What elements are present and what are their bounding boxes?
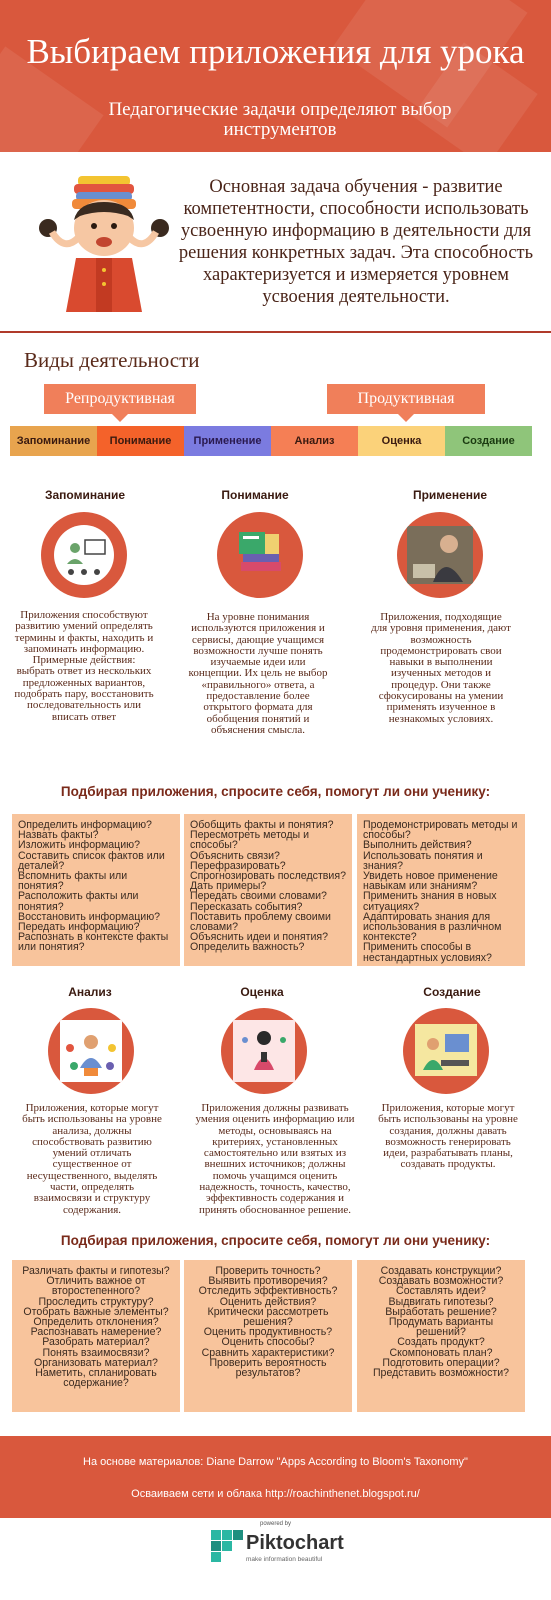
header-banner — [0, 0, 551, 152]
productive-tag: Продуктивная — [327, 384, 485, 414]
stage-5: Создание — [445, 426, 532, 456]
question-item: Создавать возможности? — [378, 1275, 504, 1288]
question-item: Представить возможности? — [372, 1367, 510, 1380]
activities-title: Виды деятельности — [24, 348, 200, 372]
question-box — [12, 1260, 180, 1412]
question-box — [357, 1260, 525, 1412]
column-heading: Оценка — [240, 985, 284, 999]
question-item: Пересказать события? — [190, 900, 303, 913]
question-item: Понять взаимосвязи? — [42, 1346, 150, 1359]
question-item: Создать продукт? — [397, 1336, 485, 1349]
source-credit: На основе материалов: Diane Darrow "Apps According to Bloom's Taxonomy" — [83, 1456, 468, 1468]
brand-tagline: make information beautiful — [246, 1556, 323, 1563]
question-item: Проверить точность? — [215, 1265, 321, 1277]
question-item: Составлять идеи? — [396, 1285, 486, 1298]
ask-title: Подбирая приложения, спросите себя, помогут ли они ученику: — [60, 1233, 491, 1248]
question-item: Продемонстрировать методы и способы? — [363, 819, 518, 842]
question-item: Обобщить факты и понятия? — [190, 819, 334, 831]
column-description: Приложения, подходящие для уровня применения, дают возможность продемонстрировать свои навыки в выполнении изученных методов и процедур. Они также сфокусированы на умении применять изученное в незнакомых условиях. — [371, 611, 511, 725]
column-description: Приложения, которые могут быть использованы на уровне анализа, должны способствовать развитию умений отличать существенное от несущественного, выделять части, определять взаимосвязи и структуру содержания. — [22, 1102, 162, 1216]
question-item: Отличить важное от второстепенного? — [46, 1275, 146, 1298]
teacher-icon — [41, 512, 127, 598]
intro-paragraph: Основная задача обучения - развитие компетентности, способности использовать усвоенную информацию в деятельности для решения конкретных задач. Эта способность характеризуется и измеряется уровнем усвоения деятельности. — [178, 177, 534, 307]
question-box — [184, 814, 352, 966]
question-item: Использовать понятия и знания? — [363, 849, 483, 872]
question-item: Выполнить действия? — [363, 839, 472, 852]
question-item: Распознать в контексте факты или понятия? — [18, 931, 169, 954]
question-item: Проследить структуру? — [38, 1295, 154, 1308]
bloom-stages-bar — [10, 426, 532, 456]
question-item: Изложить информацию? — [18, 839, 141, 852]
question-box — [357, 814, 525, 966]
question-item: Подготовить операции? — [382, 1356, 500, 1369]
stage-4: Оценка — [358, 426, 445, 456]
question-item: Организовать материал? — [34, 1356, 158, 1369]
question-item: Объяснить идеи и понятия? — [190, 931, 329, 944]
stage-1: Понимание — [97, 426, 184, 456]
column-heading: Анализ — [68, 985, 112, 999]
page-title: Выбираем приложения для урока — [26, 32, 525, 71]
stage-3: Анализ — [271, 426, 358, 456]
question-item: Распознавать намерение? — [30, 1326, 162, 1339]
books-icon — [217, 512, 303, 598]
question-item: Сравнить характеристики? — [201, 1346, 335, 1359]
photo-student-icon — [397, 512, 483, 598]
column-heading: Применение — [412, 488, 488, 502]
column-heading: Запоминание — [44, 488, 126, 502]
question-item: Разобрать материал? — [42, 1336, 150, 1349]
question-item: Выявить противоречия? — [208, 1275, 328, 1288]
stage-2: Применение — [184, 426, 271, 456]
question-item: Назвать факты? — [18, 829, 99, 842]
column-description: Приложения способствуют развитию умений определять термины и факты, находить и запоминать информацию. Примерные действия: выбрать ответ из нескольких предложенных вариантов, подобрать пару, восстановить последовательность или вписать ответ — [14, 609, 154, 723]
footer — [0, 1436, 551, 1518]
question-item: Перефразировать? — [190, 859, 286, 872]
question-item: Оценить способы? — [221, 1336, 315, 1349]
reproductive-tag: Репродуктивная — [44, 384, 196, 414]
computer-person-icon — [403, 1008, 489, 1094]
piktochart-logo[interactable] — [211, 1530, 344, 1570]
phone-person-icon — [221, 1008, 307, 1094]
question-item: Скомпоновать план? — [389, 1346, 493, 1359]
question-item: Расположить факты или понятия? — [18, 890, 139, 913]
question-item: Выработать решение? — [385, 1305, 497, 1318]
question-item: Определить важность? — [190, 941, 305, 954]
powered-by: powered by — [259, 1521, 292, 1527]
question-item: Поставить проблему своими словами? — [190, 910, 331, 934]
question-item: Вспомнить факты или понятия? — [18, 870, 128, 893]
question-item: Восстановить информацию? — [18, 910, 161, 923]
question-item: Создавать конструкции? — [380, 1265, 502, 1277]
question-item: Применить знания в новых ситуациях? — [363, 890, 497, 913]
question-item: Критически рассмотреть решения? — [207, 1305, 329, 1329]
brand-name: Piktochart — [246, 1532, 344, 1554]
analysis-person-icon — [48, 1008, 134, 1094]
column-description: Приложения, которые могут быть использованы на уровне создания, должны давать возможность генерировать идеи, разрабатывать планы, создавать продукты. — [378, 1102, 518, 1171]
column-heading: Понимание — [221, 488, 289, 502]
question-item: Увидеть новое применение навыкам или знаниям? — [363, 870, 498, 893]
question-box — [12, 814, 180, 966]
schoolgirl-illustration — [38, 172, 170, 317]
question-item: Выдвигать гипотезы? — [388, 1295, 494, 1308]
question-item: Проверить вероятность результатов? — [209, 1356, 327, 1380]
question-item: Пересмотреть методы и способы? — [190, 829, 309, 852]
column-description: На уровне понимания используются приложения и сервисы, дающие учащимся возможности лучше понять изучаемые идеи или концепции. Их цель не выбор «правильного» ответа, а предоставление более открытого формата для обобщения понятий и объяснения смысла. — [188, 611, 328, 736]
question-item: Передать своими словами? — [190, 890, 327, 903]
question-item: Определить информацию? — [18, 819, 152, 831]
question-item: Передать информацию? — [18, 921, 140, 934]
question-item: Различать факты и гипотезы? — [22, 1265, 170, 1277]
question-item: Составить список фактов или деталей? — [18, 849, 165, 872]
column-heading: Создание — [423, 985, 481, 999]
stage-0: Запоминание — [10, 426, 97, 456]
question-item: Объяснить связи? — [190, 849, 280, 862]
question-item: Отобрать важные элементы? — [23, 1305, 169, 1318]
column-description: Приложения должны развивать умения оценить информацию или методы, основываясь на критериях, установленных самостоятельно или взятых из внешних источников; должны помочь учащимся оценить надежность, точность, качество, эффективность содержания и принять обоснованное решение. — [195, 1102, 355, 1216]
divider — [0, 331, 551, 333]
question-item: Наметить, спланировать содержание? — [35, 1367, 157, 1390]
question-item: Продумать варианты решений? — [388, 1316, 494, 1339]
question-item: Применить способы в нестандартных условиях? — [363, 941, 492, 964]
question-item: Оценить действия? — [219, 1295, 317, 1308]
ask-title: Подбирая приложения, спросите себя, помогут ли они ученику: — [60, 784, 491, 799]
question-item: Дать примеры? — [190, 880, 267, 893]
question-item: Адаптировать знания для использования в различном контексте? — [363, 910, 502, 944]
page-subtitle: Педагогические задачи определяют выбор инструментов — [108, 99, 452, 140]
piktochart-mark-icon — [211, 1530, 243, 1562]
question-item: Отследить эффективность? — [198, 1285, 338, 1298]
question-item: Спрогнозировать последствия? — [190, 870, 346, 883]
question-box — [184, 1260, 352, 1412]
blog-link[interactable]: Осваиваем сети и облака http://roachinthenet.blogspot.ru/ — [131, 1488, 420, 1500]
question-item: Определить отклонения? — [33, 1316, 159, 1329]
question-item: Оценить продуктивность? — [203, 1326, 333, 1339]
